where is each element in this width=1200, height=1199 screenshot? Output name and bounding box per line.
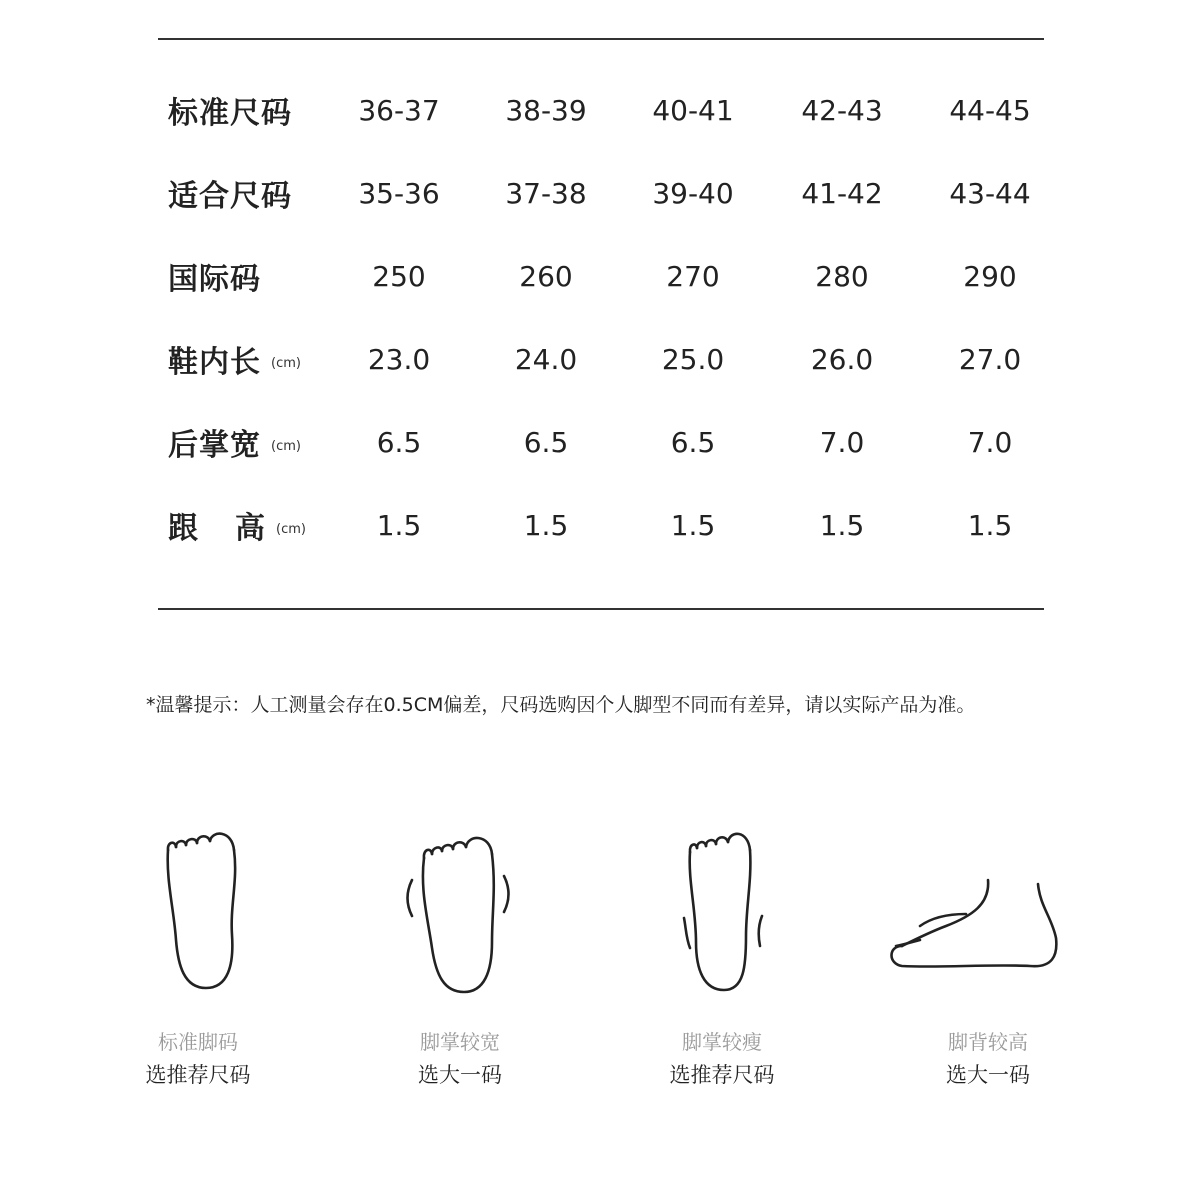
- table-cell: 6.5: [376, 426, 422, 459]
- table-cell: 27.0: [958, 343, 1022, 376]
- foot-advice: 选大一码: [418, 1063, 502, 1087]
- table-cell: 1.5: [523, 509, 569, 542]
- unit-label: (cm): [271, 356, 301, 371]
- foot-description: 脚背较高: [948, 1030, 1028, 1054]
- table-cell: 35-36: [358, 177, 440, 210]
- row-label: [168, 254, 261, 298]
- row-label: [168, 88, 292, 132]
- table-cell: 23.0: [367, 343, 431, 376]
- size-tip-note: *温馨提示：人工测量会存在0.5CM偏差，尺码选购因个人脚型不同而有差异，请以实际产品为准。: [146, 694, 976, 716]
- foot-advice: 选推荐尺码: [145, 1063, 251, 1087]
- row-label: [168, 503, 306, 547]
- table-row-international-size: [158, 238, 1044, 321]
- row-label-text: 后掌宽: [168, 428, 261, 463]
- table-cell: 7.0: [819, 426, 865, 459]
- table-cell: 1.5: [670, 509, 716, 542]
- table-cell: 37-38: [505, 177, 587, 210]
- table-row-heel-height: [158, 487, 1044, 570]
- standard-foot-icon: [100, 820, 300, 1000]
- row-label: [168, 337, 301, 381]
- foot-description: 标准脚码: [158, 1030, 238, 1054]
- foot-advice: 选大一码: [946, 1063, 1030, 1087]
- table-row-fit-size: [158, 155, 1044, 238]
- row-label: [168, 420, 301, 464]
- wide-foot-icon: [360, 820, 560, 1000]
- row-label-text: 适合尺码: [168, 179, 292, 214]
- table-cell: 290: [963, 260, 1017, 293]
- table-cell: 42-43: [801, 94, 883, 127]
- foot-advice: 选推荐尺码: [669, 1063, 775, 1087]
- table-cell: 6.5: [670, 426, 716, 459]
- table-cell: 36-37: [358, 94, 440, 127]
- unit-label: (cm): [271, 439, 301, 454]
- table-cell: 25.0: [661, 343, 725, 376]
- table-cell: 38-39: [505, 94, 587, 127]
- table-cell: 24.0: [514, 343, 578, 376]
- high-instep-foot-icon: [880, 820, 1080, 1000]
- row-label-text-right: 高: [235, 511, 266, 546]
- foot-description: 脚掌较宽: [420, 1030, 500, 1054]
- row-label: [168, 171, 292, 215]
- table-cell: 26.0: [810, 343, 874, 376]
- table-cell: 41-42: [801, 177, 883, 210]
- table-cell: 1.5: [376, 509, 422, 542]
- table-cell: 1.5: [819, 509, 865, 542]
- table-cell: 43-44: [949, 177, 1031, 210]
- row-label-text: 国际码: [168, 262, 261, 297]
- table-cell: 270: [666, 260, 720, 293]
- table-row-heel-width: [158, 404, 1044, 487]
- table-cell: 44-45: [949, 94, 1031, 127]
- row-label-text-left: 跟: [168, 511, 199, 546]
- table-cell: 260: [519, 260, 573, 293]
- table-row-inner-length: [158, 321, 1044, 404]
- table-row-standard-size: [158, 72, 1044, 155]
- table-cell: 280: [815, 260, 869, 293]
- row-label-text: 鞋内长: [168, 345, 261, 380]
- table-cell: 7.0: [967, 426, 1013, 459]
- table-cell: 250: [372, 260, 426, 293]
- row-label-text: 标准尺码: [168, 96, 292, 131]
- narrow-foot-icon: [620, 820, 820, 1000]
- unit-label: (cm): [276, 522, 306, 537]
- size-table: [158, 72, 1044, 570]
- foot-description: 脚掌较瘦: [682, 1030, 762, 1054]
- table-cell: 40-41: [652, 94, 734, 127]
- table-cell: 39-40: [652, 177, 734, 210]
- bottom-divider: [158, 608, 1044, 610]
- table-cell: 6.5: [523, 426, 569, 459]
- top-divider: [158, 38, 1044, 40]
- table-cell: 1.5: [967, 509, 1013, 542]
